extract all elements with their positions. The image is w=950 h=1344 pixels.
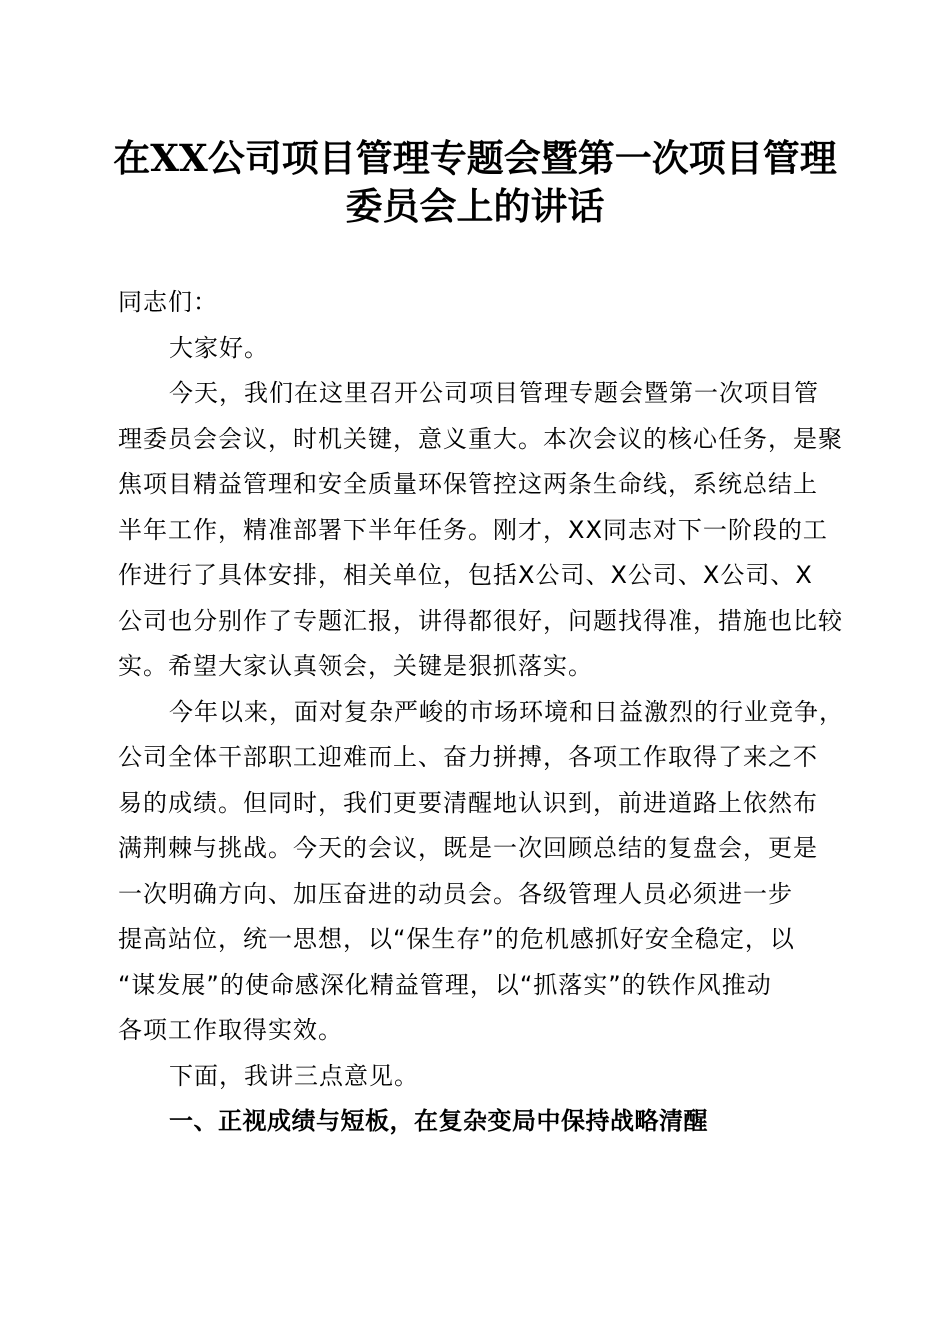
paragraph-line: 公司也分别作了专题汇报，讲得都很好，问题找得准，措施也比较 bbox=[118, 606, 843, 635]
paragraph-line: 实。希望大家认真领会，关键是狠抓落实。 bbox=[118, 652, 593, 680]
greeting: 大家好。 bbox=[169, 333, 269, 362]
paragraph-line: 理委员会会议，时机关键，意义重大。本次会议的核心任务，是聚 bbox=[118, 424, 843, 453]
paragraph-1 bbox=[118, 371, 843, 690]
paragraph-line: 今天，我们在这里召开公司项目管理专题会暨第一次项目管 bbox=[169, 379, 819, 407]
paragraph-line: 一次明确方向、加压奋进的动员会。各级管理人员必须进一步 bbox=[118, 879, 793, 908]
section-heading: 一、正视成绩与短板，在复杂变局中保持战略清醒 bbox=[169, 1107, 708, 1135]
paragraph-line: 公司全体干部职工迎难而上、奋力拼搏，各项工作取得了来之不 bbox=[118, 743, 818, 771]
paragraph-line: 满荆棘与挑战。今天的会议，既是一次回顾总结的复盘会，更是 bbox=[118, 834, 818, 862]
paragraph-line: 今年以来，面对复杂严峻的市场环境和日益激烈的行业竞争， bbox=[169, 697, 844, 726]
paragraph-line: 半年工作，精准部署下半年任务。刚才，XX同志对下一阶段的工 bbox=[118, 515, 828, 544]
title-line: 委员会上的讲话 bbox=[345, 184, 605, 228]
page-title bbox=[100, 134, 850, 230]
title-line: 在XX公司项目管理专题会暨第一次项目管理 bbox=[113, 136, 837, 180]
paragraph-line: 提高站位，统一思想，以“保生存”的危机感抓好安全稳定，以 bbox=[118, 925, 795, 953]
paragraph-line: 作进行了具体安排，相关单位，包括X公司、X公司、X公司、X bbox=[118, 561, 813, 589]
paragraph-line: 焦项目精益管理和安全质量环保管控这两条生命线，系统总结上 bbox=[118, 470, 818, 498]
speech-body bbox=[118, 280, 844, 1145]
salutation: 同志们： bbox=[118, 288, 218, 316]
paragraph-line: 易的成绩。但同时，我们更要清醒地认识到，前进道路上依然布 bbox=[118, 788, 818, 817]
paragraph-2 bbox=[118, 690, 844, 1054]
paragraph-line: 各项工作取得实效。 bbox=[118, 1016, 343, 1044]
paragraph-3: 下面，我讲三点意见。 bbox=[169, 1061, 419, 1090]
paragraph-line: “谋发展”的使命感深化精益管理，以“抓落实”的铁作风推动 bbox=[118, 970, 772, 999]
